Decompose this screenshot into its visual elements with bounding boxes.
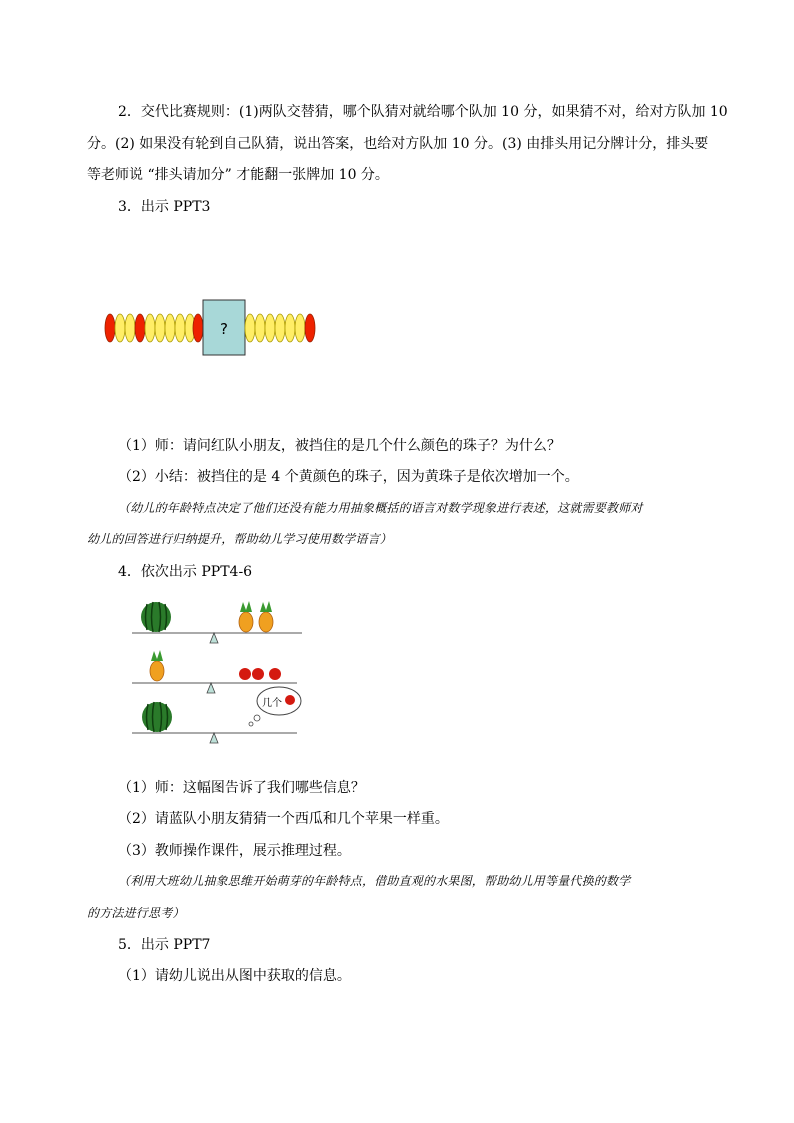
red-bead [305, 314, 315, 342]
ppt3-note-1: （幼儿的年龄特点决定了他们还没有能力用抽象概括的语言对数学现象进行表述，这就需要教师对 [118, 501, 643, 515]
thought-label: 几个 [262, 698, 282, 709]
ppt3-item-2: （2）小结：被挡住的是 4 个黄颜色的珠子，因为黄珠子是依次增加一个。 [118, 469, 579, 485]
yellow-bead [265, 314, 275, 342]
yellow-bead [155, 314, 165, 342]
apple-icon [269, 668, 281, 680]
balance-row-2 [132, 650, 297, 693]
ppt3-note-2: 幼儿的回答进行归纳提升，帮助幼儿学习使用数学语言） [87, 532, 393, 546]
ppt3-item-1: （1）师：请问红队小朋友，被挡住的是几个什么颜色的珠子？为什么？ [118, 438, 561, 454]
yellow-bead [125, 314, 135, 342]
question-mark: ? [220, 320, 228, 338]
watermelon-icon [142, 702, 172, 732]
red-bead [135, 314, 145, 342]
heading-ppt7: 5．出示 PPT7 [118, 937, 211, 953]
watermelon-icon [141, 602, 171, 632]
yellow-bead [165, 314, 175, 342]
red-bead [105, 314, 115, 342]
red-bead [193, 314, 203, 342]
ppt4-item-1: （1）师：这幅图告诉了我们哪些信息？ [118, 780, 365, 796]
ppt4-item-3: （3）教师操作课件，展示推理过程。 [118, 843, 351, 859]
apple-icon [285, 695, 295, 705]
ppt4-note-1: （利用大班幼儿抽象思维开始萌芽的年龄特点，借助直观的水果图，帮助幼儿用等量代换的数学 [118, 874, 631, 888]
yellow-bead [295, 314, 305, 342]
bead-pattern-figure [100, 298, 320, 358]
yellow-bead [175, 314, 185, 342]
yellow-bead [115, 314, 125, 342]
ppt4-item-2: （2）请蓝队小朋友猜猜一个西瓜和几个苹果一样重。 [118, 811, 449, 827]
yellow-bead [145, 314, 155, 342]
ppt7-item-1: （1）请幼儿说出从图中获取的信息。 [118, 968, 351, 984]
rule-line-1: 2．交代比赛规则：(1)两队交替猜，哪个队猜对就给哪个队加 10 分，如果猜不对，给对方队加 10 [118, 104, 728, 120]
yellow-bead [275, 314, 285, 342]
heading-ppt3: 3．出示 PPT3 [118, 199, 211, 215]
beads-right [245, 314, 315, 342]
beads-left [105, 314, 203, 342]
apple-icon [252, 668, 264, 680]
balance-scale-figure [130, 598, 310, 748]
pineapple-icon [259, 601, 273, 632]
balance-row-1 [132, 601, 302, 643]
rule-line-3: 等老师说 “排头请加分” 才能翻一张牌加 10 分。 [87, 167, 389, 183]
apple-icon [239, 668, 251, 680]
pineapple-icon [150, 650, 164, 681]
yellow-bead [245, 314, 255, 342]
thought-bubble [249, 687, 301, 726]
yellow-bead [255, 314, 265, 342]
balance-row-3 [132, 687, 301, 743]
rule-line-2: 分。(2) 如果没有轮到自己队猜，说出答案，也给对方队加 10 分。(3) 由排头用记分牌计分，排头要 [87, 136, 709, 152]
ppt4-note-2: 的方法进行思考） [87, 906, 185, 920]
heading-ppt4-6: 4．依次出示 PPT4-6 [118, 564, 253, 580]
yellow-bead [285, 314, 295, 342]
pineapple-icon [239, 601, 253, 632]
